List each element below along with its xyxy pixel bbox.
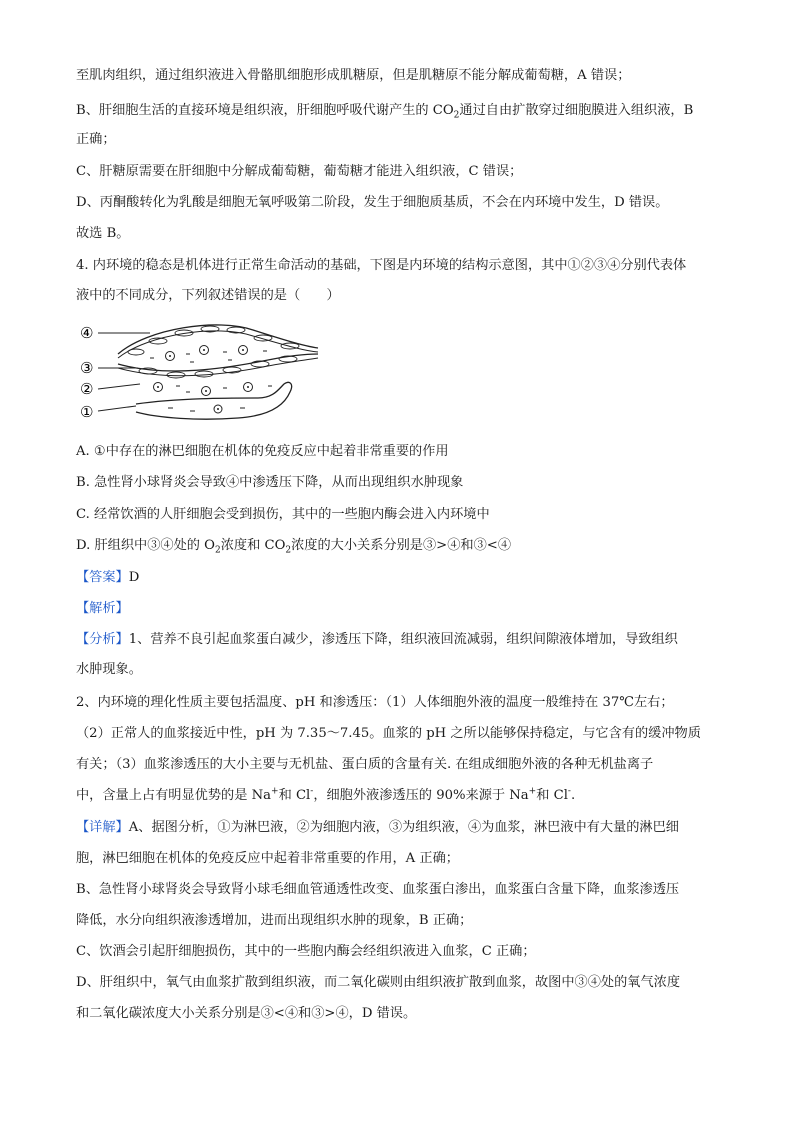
answer-tag: 【答案】 (76, 570, 129, 585)
text-line: 正确； (76, 132, 116, 147)
analysis-line: （2）正常人的血浆接近中性，pH 为 7.35～7.45。血浆的 pH 之所以能够保持稳定，与它含有的缓冲物质 (76, 726, 701, 741)
text-line: 至肌肉组织，通过组织液进入骨骼肌细胞形成肌糖原，但是肌糖原不能分解成葡萄糖，A 错误； (76, 68, 631, 83)
detail-line: C、饮酒会引起肝细胞损伤，其中的一些胞内酶会经组织液进入血浆，C 正确； (76, 944, 536, 959)
question-stem: 4. 内环境的稳态是机体进行正常生命活动的基础，下图是内环境的结构示意图，其中①②③④分别代表体 (76, 258, 687, 273)
analysis-line: 【分析】1、营养不良引起血浆蛋白减少，渗透压下降，组织液回流减弱，组织间隙液体增加，导致组织 (76, 632, 678, 647)
option-a: A. ①中存在的淋巴细胞在机体的免疫反应中起着非常重要的作用 (76, 444, 449, 459)
text-line: 故选 B。 (76, 226, 130, 241)
diagram-label-4: ④ (80, 324, 94, 342)
option-d: D. 肝组织中③④处的 $O_2$浓度和 $CO_2$浓度的大小关系分别是③>④和③<④ (76, 538, 512, 556)
analysis-line: 2、内环境的理化性质主要包括温度、pH 和渗透压：（1）人体细胞外液的温度一般维持在 37℃左右； (76, 695, 674, 710)
detail-line: B、急性肾小球肾炎会导致肾小球毛细血管通透性改变、血浆蛋白渗出，血浆蛋白含量下降，血浆渗透压 (76, 882, 680, 897)
analysis-line: 水肿现象。 (76, 662, 142, 677)
detail-line: 【详解】A、据图分析，①为淋巴液，②为细胞内液，③为组织液，④为血浆，淋巴液中有大量的淋巴细 (76, 820, 679, 835)
internal-environment-diagram (78, 318, 328, 428)
analysis-tag: 【解析】 (76, 601, 129, 616)
diagram-label-2: ② (80, 380, 94, 398)
option-c: C. 经常饮酒的人肝细胞会受到损伤，其中的一些胞内酶会进入内环境中 (76, 507, 490, 522)
analysis-line: 有关；（3）血浆渗透压的大小主要与无机盐、蛋白质的含量有关. 在组成细胞外液的各种无机盐离子 (76, 757, 654, 772)
text-line: B、肝细胞生活的直接环境是组织液，肝细胞呼吸代谢产生的 $CO_2$通过自由扩散穿过细胞膜进入组织液，B (76, 103, 694, 121)
detail-line: 降低，水分向组织液渗透增加，进而出现组织水肿的现象，B 正确； (76, 913, 473, 928)
detail-line: 和二氧化碳浓度大小关系分别是③<④和③>④，D 错误。 (76, 1006, 417, 1021)
answer-value: D (128, 570, 140, 585)
question-stem: 液中的不同成分，下列叙述错误的是（ ） (76, 288, 340, 303)
text-line: C、肝糖原需要在肝细胞中分解成葡萄糖，葡萄糖才能进入组织液，C 错误； (76, 164, 523, 179)
detail-line: D、肝组织中，氧气由血浆扩散到组织液，而二氧化碳则由组织液扩散到血浆，故图中③④处的氧气浓度 (76, 975, 681, 990)
diagram-label-1: ① (80, 403, 94, 421)
option-b: B. 急性肾小球肾炎会导致④中渗透压下降，从而出现组织水肿现象 (76, 475, 464, 490)
answer-line (76, 568, 734, 588)
analysis-line: 中，含量上占有明显优势的是 Na+和 Cl-，细胞外液渗透压的 90%来源于 Na+和 Cl-. (76, 786, 576, 803)
text-line: D、丙酮酸转化为乳酸是细胞无氧呼吸第二阶段，发生于细胞质基质，不会在内环境中发生，D 错误。 (76, 195, 669, 210)
detail-line: 胞，淋巴细胞在机体的免疫反应中起着非常重要的作用，A 正确； (76, 851, 459, 866)
diagram-label-3: ③ (80, 359, 94, 377)
